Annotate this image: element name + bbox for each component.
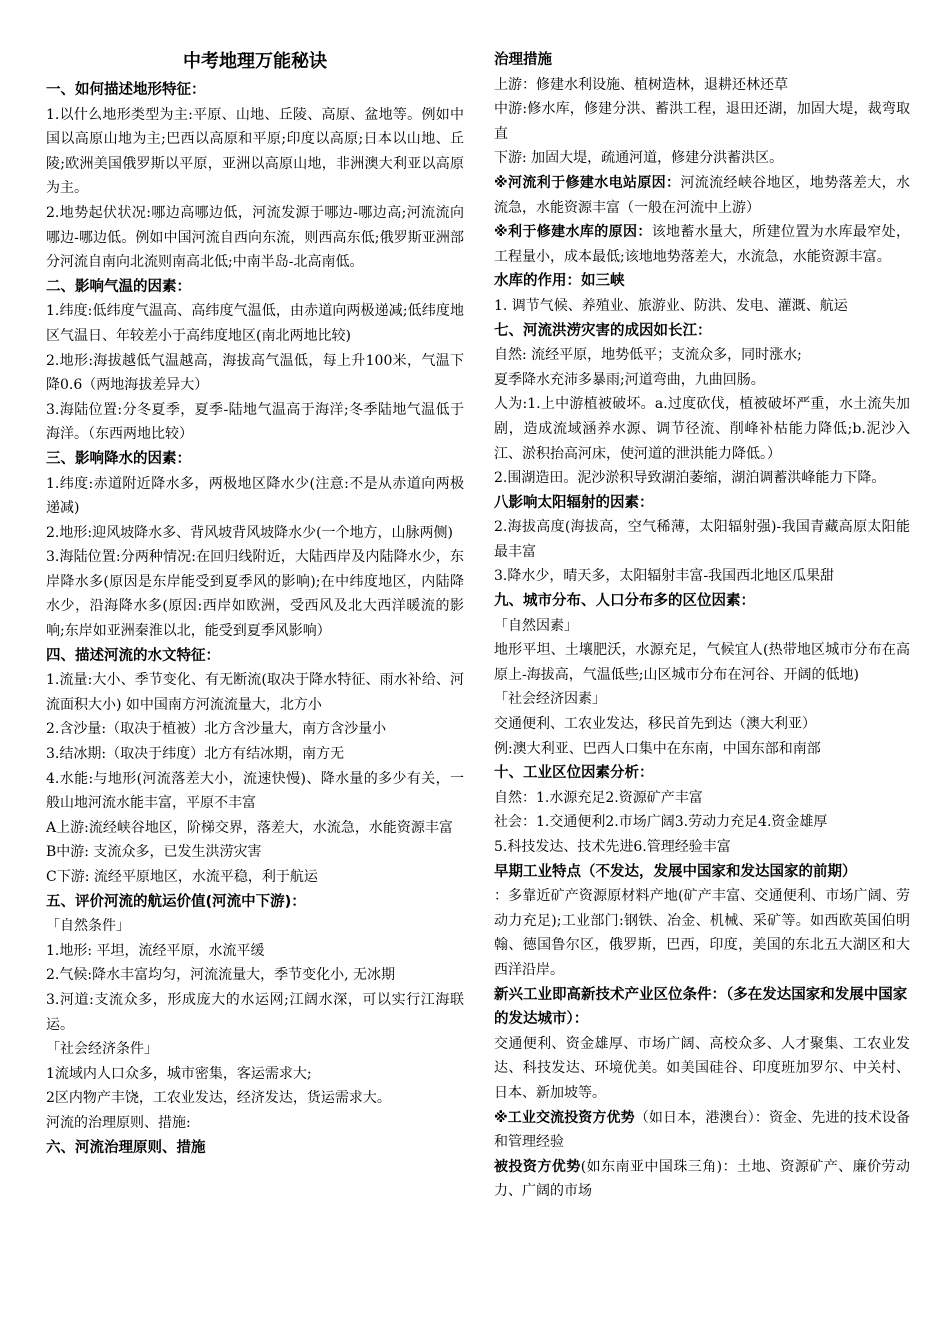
paragraph: 2.含沙量:（取决于植被）北方含沙量大，南方含沙量小 bbox=[46, 721, 387, 738]
paragraph-text: 该地蓄水量大，所建位置为水库最窄处，工程量小，成本最低;该地地势落差大，水流急，水能资源丰富。 bbox=[494, 224, 910, 265]
section-heading: 治理措施 bbox=[494, 52, 552, 68]
paragraph: 社会：1.交通便利2.市场广阔3.劳动力充足4.资金雄厚 bbox=[494, 814, 828, 831]
section-heading: 三、影响降水的因素： bbox=[46, 450, 191, 467]
paragraph: 2.地形:海拔越低气温越高，海拔高气温低，每上升100米，气温下降0.6（两地海拔差异大） bbox=[46, 352, 464, 394]
paragraph: 交通便利、工农业发达，移民首先到达（澳大利亚） bbox=[494, 716, 816, 733]
section-heading: 二、影响气温的因素： bbox=[46, 278, 191, 295]
paragraph: 2.地形:迎风坡降水多、背风坡背风坡降水少(一个地方，山脉两侧) bbox=[46, 524, 453, 541]
paragraph: B中游: 支流众多，已发生洪涝灾害 bbox=[46, 844, 262, 861]
paragraph: 3.降水少，晴天多，太阳辐射丰富-我国西北地区瓜果甜 bbox=[494, 568, 835, 585]
paragraph: ：多靠近矿产资源原材料产地(矿产丰富、交通便利、市场广阔、劳动力充足);工业部门:钢铁、冶金、机械、采矿等。如西欧英国伯明翰、德国鲁尔区，俄罗斯，巴西，印度，美国的东北五大湖区和大西洋沿岸。 bbox=[494, 888, 910, 978]
section-heading: 早期工业特点（不发达，发展中国家和发达国家的前期） bbox=[494, 863, 857, 880]
paragraph: 「自然条件」 bbox=[46, 918, 130, 935]
bold-lead: ※利于修建水库的原因： bbox=[494, 224, 652, 241]
bold-lead: ※河流利于修建水电站原因： bbox=[494, 174, 681, 191]
bold-lead: 被投资方优势 bbox=[494, 1158, 581, 1175]
paragraph: 2.气候:降水丰富均匀，河流流量大，季节变化小, 无冰期 bbox=[46, 967, 395, 984]
paragraph: 1.流量:大小、季节变化、有无断流(取决于降水特征、雨水补给、河流面积大小) 如中国南方河流流量大，北方小 bbox=[46, 672, 464, 713]
paragraph: 3.海陆位置:分冬夏季，夏季-陆地气温高于海洋;冬季陆地气温低于海洋。（东西两地比较） bbox=[46, 401, 464, 443]
paragraph: 2.海拔高度(海拔高，空气稀薄，太阳辐射强)-我国青藏高原太阳能最丰富 bbox=[494, 519, 910, 560]
section-heading: 八影响太阳辐射的因素： bbox=[494, 494, 654, 511]
paragraph: 「社会经济条件」 bbox=[46, 1041, 158, 1058]
section-heading: 四、描述河流的水文特征： bbox=[46, 647, 220, 664]
bold-lead: ※工业交流投资方优势 bbox=[494, 1109, 635, 1126]
paragraph: 1.以什么地形类型为主:平原、山地、丘陵、高原、盆地等。例如中国以高原山地为主;巴西以高原和平原;印度以高原;日本以山地、丘陵;欧洲美国俄罗斯以平原，亚洲以高原山地，非洲澳大利亚以高原为主。 bbox=[46, 106, 464, 197]
paragraph: 2.围湖造田。泥沙淤积导致湖泊萎缩，湖泊调蓄洪峰能力下降。 bbox=[494, 470, 886, 487]
left-column bbox=[46, 48, 464, 1160]
paragraph: 交通便利、资金雄厚、市场广阔、高校众多、人才聚集、工农业发达、科技发达、环境优美。如美国硅谷、印度班加罗尔、中关村、日本、新加坡等。 bbox=[494, 1035, 910, 1101]
section-heading: 六、河流治理原则、措施 bbox=[46, 1139, 206, 1156]
paragraph: 3.河道:支流众多，形成庞大的水运网;江阔水深，可以实行江海联运。 bbox=[46, 991, 464, 1033]
paragraph: 4.水能:与地形(河流落差大小，流速快慢)、降水量的多少有关，一般山地河流水能丰富，平原不丰富 bbox=[46, 770, 464, 812]
right-column bbox=[494, 48, 910, 1204]
paragraph bbox=[494, 1106, 910, 1155]
paragraph-text: （如日本，港澳台）：资金、先进的技术设备和管理经验 bbox=[494, 1109, 910, 1151]
paragraph: 夏季降水充沛多暴雨;河道弯曲，九曲回肠。 bbox=[494, 371, 765, 388]
section-heading: 七、河流洪涝灾害的成因如长江： bbox=[494, 322, 712, 339]
paragraph: A上游:流经峡谷地区，阶梯交界，落差大，水流急，水能资源丰富 bbox=[46, 819, 453, 836]
paragraph: 自然：1.水源充足2.资源矿产丰富 bbox=[494, 789, 703, 806]
paragraph: C下游: 流经平原地区，水流平稳，利于航运 bbox=[46, 869, 318, 885]
paragraph: 1.地形: 平坦，流经平原，水流平缓 bbox=[46, 942, 265, 959]
paragraph: 1. 调节气候、养殖业、旅游业、防洪、发电、灌溉、航运 bbox=[494, 297, 848, 314]
paragraph: 自然: 流经平原，地势低平；支流众多，同时涨水; bbox=[494, 347, 802, 364]
paragraph: 河流的治理原则、措施: bbox=[46, 1114, 191, 1131]
paragraph-text: (如东南亚中国珠三角)：土地、资源矿产、廉价劳动力、广阔的市场 bbox=[494, 1158, 910, 1200]
page-title: 中考地理万能秘诀 bbox=[183, 51, 327, 72]
paragraph: 例:澳大利亚、巴西人口集中在东南，中国东部和南部 bbox=[494, 740, 821, 757]
section-heading: 九、城市分布、人口分布多的区位因素： bbox=[494, 593, 755, 610]
paragraph: 2区内物产丰饶，工农业发达，经济发达，货运需求大。 bbox=[46, 1090, 391, 1107]
paragraph bbox=[494, 220, 910, 269]
paragraph: 下游: 加固大堤，疏通河道，修建分洪蓄洪区。 bbox=[494, 150, 784, 167]
section-heading: 一、如何描述地形特征： bbox=[46, 82, 206, 98]
paragraph: 3.结冰期:（取决于纬度）北方有结冰期，南方无 bbox=[46, 746, 345, 763]
paragraph: 3.海陆位置:分两种情况:在回归线附近，大陆西岸及内陆降水少，东岸降水多(原因是东岸能受到夏季风的影响);在中纬度地区，内陆降水少，沿海降水多(原因:西岸如欧洲，受西风及北大西洋暖流的影响;东岸如亚洲秦淮以北，能受到夏季风影响） bbox=[46, 549, 464, 640]
paragraph-text: 河流流经峡谷地区，地势落差大，水流急，水能资源丰富（一般在河流中上游） bbox=[494, 174, 910, 216]
paragraph: 1.纬度:赤道附近降水多，两极地区降水少(注意:不是从赤道向两极递减) bbox=[46, 475, 464, 517]
paragraph: 「社会经济因素」 bbox=[494, 691, 606, 708]
section-heading: 新兴工业即高新技术产业区位条件：（多在发达国家和发展中国家的发达城市）： bbox=[494, 986, 908, 1028]
paragraph: 1流域内人口众多，城市密集，客运需求大; bbox=[46, 1065, 312, 1082]
paragraph: 地形平坦、土壤肥沃，水源充足，气候宜人(热带地区城市分布在高原上-海拔高，气温低些;山区城市分布在河谷、开阔的低地) bbox=[494, 642, 910, 683]
section-heading: 水库的作用：如三峡 bbox=[494, 273, 625, 290]
section-heading: 五、评价河流的航运价值(河流中下游)： bbox=[46, 893, 306, 910]
paragraph bbox=[494, 171, 910, 220]
paragraph: 人为:1.上中游植被破坏。a.过度砍伐，植被破坏严重，水土流失加剧，造成流域涵养水源、调节径流、削峰补枯能力降低;b.泥沙入江、淤积抬高河床，使河道的泄洪能力降低。） bbox=[494, 396, 910, 462]
paragraph: 5.科技发达、技术先进6.管理经验丰富 bbox=[494, 839, 731, 855]
paragraph bbox=[494, 1155, 910, 1204]
section-heading: 十、工业区位因素分析： bbox=[494, 765, 654, 782]
paragraph: 上游：修建水利设施、植树造林，退耕还林还草 bbox=[494, 76, 788, 93]
paragraph: 1.纬度:低纬度气温高、高纬度气温低，由赤道向两极递减;低纬度地区气温日、年较差小于高纬度地区(南北两地比较) bbox=[46, 303, 464, 344]
paragraph: 2.地势起伏状况:哪边高哪边低，河流发源于哪边-哪边高;河流流向哪边-哪边低。例如中国河流自西向东流，则西高东低;俄罗斯亚洲部分河流自南向北流则南高北低;中南半岛-北高南低。 bbox=[46, 204, 464, 271]
paragraph: 「自然因素」 bbox=[494, 617, 578, 634]
paragraph: 中游:修水库，修建分洪、蓄洪工程，退田还湖，加固大堤，裁弯取直 bbox=[494, 101, 910, 142]
